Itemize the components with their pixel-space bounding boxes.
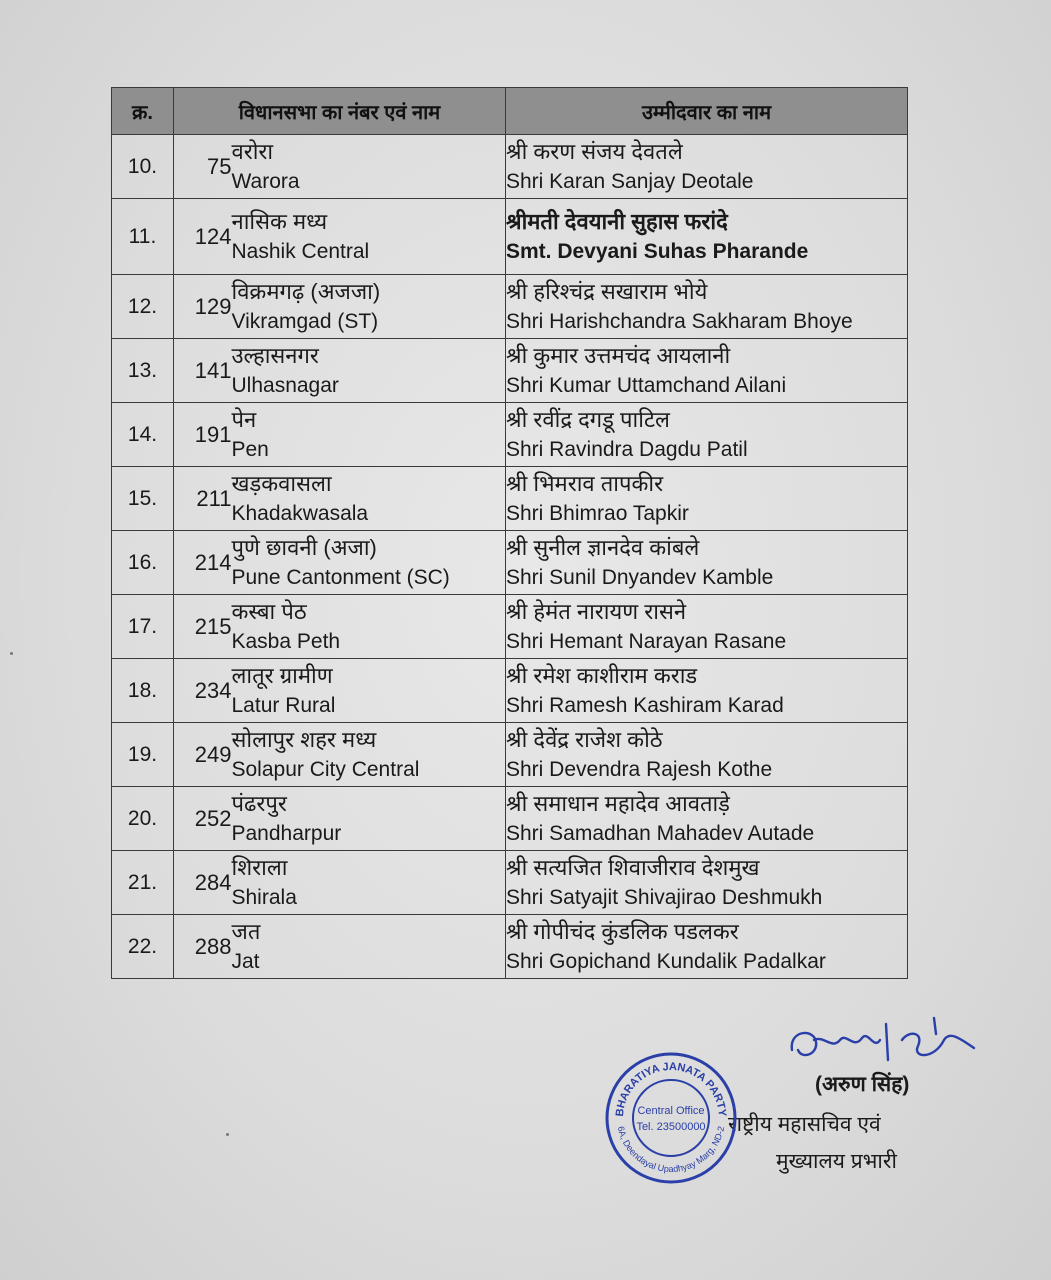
table-row (112, 339, 908, 403)
row-serial: 15. (112, 467, 174, 531)
constituency-number: 75 (174, 135, 232, 199)
constituency-name-english: Solapur City Central (231, 757, 420, 781)
table-row (112, 467, 908, 531)
constituency-number: 141 (174, 339, 232, 403)
constituency-name-english: Nashik Central (231, 239, 370, 263)
constituency-number: 214 (174, 531, 232, 595)
signatory-name: (अरुण सिंह) (815, 1073, 910, 1096)
constituency-name (232, 915, 506, 979)
row-serial: 14. (112, 403, 174, 467)
candidate-name-hindi: श्री हेमंत नारायण रासने (506, 598, 687, 624)
constituency-number: 124 (174, 199, 232, 275)
row-serial: 19. (112, 723, 174, 787)
table-row (112, 787, 908, 851)
header-serial: क्र. (112, 88, 174, 135)
candidate-name-hindi: श्रीमती देवयानी सुहास फरांदे (506, 208, 728, 234)
constituency-name (232, 531, 506, 595)
constituency-number: 215 (174, 595, 232, 659)
row-serial: 22. (112, 915, 174, 979)
constituency-name-hindi: शिराला (231, 854, 288, 880)
candidate-name-english: Shri Sunil Dnyandev Kamble (506, 565, 774, 589)
candidate-name-hindi: श्री कुमार उत्तमचंद आयलानी (506, 342, 731, 368)
constituency-name-english: Latur Rural (231, 693, 336, 717)
row-serial: 10. (112, 135, 174, 199)
constituency-name-hindi: जत (231, 918, 261, 944)
candidate-name-english: Shri Bhimrao Tapkir (506, 501, 689, 525)
candidate-name (506, 403, 908, 467)
constituency-number: 288 (174, 915, 232, 979)
candidate-name-hindi: श्री रमेश काशीराम कराड (506, 662, 698, 688)
candidate-name (506, 915, 908, 979)
candidate-name-hindi: श्री समाधान महादेव आवताड़े (506, 790, 730, 816)
constituency-number: 211 (174, 467, 232, 531)
table-row (112, 199, 908, 275)
candidate-name-english: Shri Ravindra Dagdu Patil (506, 437, 748, 461)
signatory-designation-line2: मुख्यालय प्रभारी (776, 1150, 897, 1173)
constituency-name (232, 275, 506, 339)
table-row (112, 595, 908, 659)
row-serial: 18. (112, 659, 174, 723)
header-constituency: विधानसभा का नंबर एवं नाम (174, 88, 506, 135)
constituency-name-hindi: खड़कवासला (231, 470, 332, 496)
constituency-name-hindi: कस्बा पेठ (231, 598, 307, 624)
svg-text:Central Office: Central Office (637, 1105, 705, 1117)
table-row (112, 531, 908, 595)
constituency-name-hindi: पंढरपुर (231, 790, 287, 816)
table-header-row (112, 88, 908, 135)
candidate-name-english: Shri Satyajit Shivajirao Deshmukh (506, 885, 823, 909)
candidate-name (506, 199, 908, 275)
candidate-name (506, 467, 908, 531)
table-row (112, 275, 908, 339)
constituency-name (232, 595, 506, 659)
speck (226, 1133, 229, 1136)
constituency-name (232, 135, 506, 199)
candidate-name (506, 531, 908, 595)
constituency-name-hindi: विक्रमगढ़ (अजजा) (231, 278, 381, 304)
constituency-name-english: Khadakwasala (231, 501, 369, 525)
constituency-name-english: Jat (231, 949, 260, 973)
candidate-table (111, 87, 908, 979)
row-serial: 21. (112, 851, 174, 915)
constituency-name (232, 659, 506, 723)
candidate-name (506, 339, 908, 403)
constituency-name-english: Vikramgad (ST) (231, 309, 379, 333)
constituency-name-english: Shirala (231, 885, 297, 909)
table-row (112, 659, 908, 723)
svg-text:Tel. 23500000: Tel. 23500000 (636, 1121, 706, 1133)
candidate-name-english: Shri Karan Sanjay Deotale (506, 169, 754, 193)
row-serial: 13. (112, 339, 174, 403)
candidate-name (506, 787, 908, 851)
constituency-name-hindi: वरोरा (231, 138, 274, 164)
row-serial: 20. (112, 787, 174, 851)
constituency-name (232, 199, 506, 275)
candidate-name-english: Shri Hemant Narayan Rasane (506, 629, 787, 653)
party-stamp (603, 1050, 739, 1186)
candidate-name-hindi: श्री करण संजय देवतले (506, 138, 683, 164)
candidate-name (506, 851, 908, 915)
constituency-name-english: Kasba Peth (231, 629, 341, 653)
svg-text:BHARATIYA JANATA PARTY: BHARATIYA JANATA PARTY (613, 1060, 729, 1118)
constituency-name (232, 787, 506, 851)
table-row (112, 403, 908, 467)
constituency-number: 129 (174, 275, 232, 339)
constituency-name-hindi: उल्हासनगर (231, 342, 319, 368)
constituency-number: 249 (174, 723, 232, 787)
candidate-name (506, 723, 908, 787)
candidate-name-hindi: श्री सुनील ज्ञानदेव कांबले (506, 534, 700, 560)
constituency-name-hindi: नासिक मध्य (231, 208, 328, 234)
candidate-name-english: Smt. Devyani Suhas Pharande (506, 239, 809, 263)
candidate-name-hindi: श्री देवेंद्र राजेश कोठे (506, 726, 663, 752)
constituency-name (232, 339, 506, 403)
candidate-name-english: Shri Harishchandra Sakharam Bhoye (506, 309, 853, 333)
speck (10, 652, 13, 655)
constituency-name-english: Pune Cantonment (SC) (231, 565, 450, 589)
constituency-name-hindi: पेन (231, 406, 257, 432)
constituency-number: 252 (174, 787, 232, 851)
candidate-name-english: Shri Gopichand Kundalik Padalkar (506, 949, 826, 973)
header-candidate: उम्मीदवार का नाम (506, 88, 908, 135)
constituency-name-hindi: सोलापुर शहर मध्य (231, 726, 377, 752)
table-row (112, 723, 908, 787)
constituency-name (232, 723, 506, 787)
constituency-name-english: Pandharpur (231, 821, 342, 845)
row-serial: 17. (112, 595, 174, 659)
constituency-name-english: Warora (231, 169, 300, 193)
candidate-name (506, 595, 908, 659)
constituency-name-english: Pen (231, 437, 269, 461)
table-row (112, 135, 908, 199)
constituency-name-hindi: पुणे छावनी (अजा) (231, 534, 377, 560)
row-serial: 12. (112, 275, 174, 339)
candidate-name-english: Shri Devendra Rajesh Kothe (506, 757, 773, 781)
constituency-number: 191 (174, 403, 232, 467)
constituency-number: 234 (174, 659, 232, 723)
candidate-name-hindi: श्री सत्यजित शिवाजीराव देशमुख (506, 854, 760, 880)
candidate-name-english: Shri Ramesh Kashiram Karad (506, 693, 784, 717)
signatory-designation-line1: राष्ट्रीय महासचिव एवं (728, 1113, 881, 1136)
constituency-name-english: Ulhasnagar (231, 373, 339, 397)
candidate-name (506, 135, 908, 199)
candidate-name-hindi: श्री हरिश्चंद्र सखाराम भोये (506, 278, 708, 304)
table-row (112, 851, 908, 915)
candidate-name-hindi: श्री गोपीचंद कुंडलिक पडलकर (506, 918, 739, 944)
row-serial: 11. (112, 199, 174, 275)
constituency-number: 284 (174, 851, 232, 915)
constituency-name (232, 403, 506, 467)
candidate-name-hindi: श्री भिमराव तापकीर (506, 470, 664, 496)
constituency-name (232, 467, 506, 531)
svg-text:6A, Deendayal Upadhyay Marg, N: 6A, Deendayal Upadhyay Marg, ND-2 (615, 1125, 727, 1175)
candidate-name-hindi: श्री रवींद्र दगडू पाटिल (506, 406, 670, 432)
constituency-name (232, 851, 506, 915)
candidate-name-english: Shri Samadhan Mahadev Autade (506, 821, 815, 845)
candidate-name (506, 659, 908, 723)
candidate-name-english: Shri Kumar Uttamchand Ailani (506, 373, 787, 397)
row-serial: 16. (112, 531, 174, 595)
constituency-name-hindi: लातूर ग्रामीण (231, 662, 333, 688)
candidate-name (506, 275, 908, 339)
table-row (112, 915, 908, 979)
